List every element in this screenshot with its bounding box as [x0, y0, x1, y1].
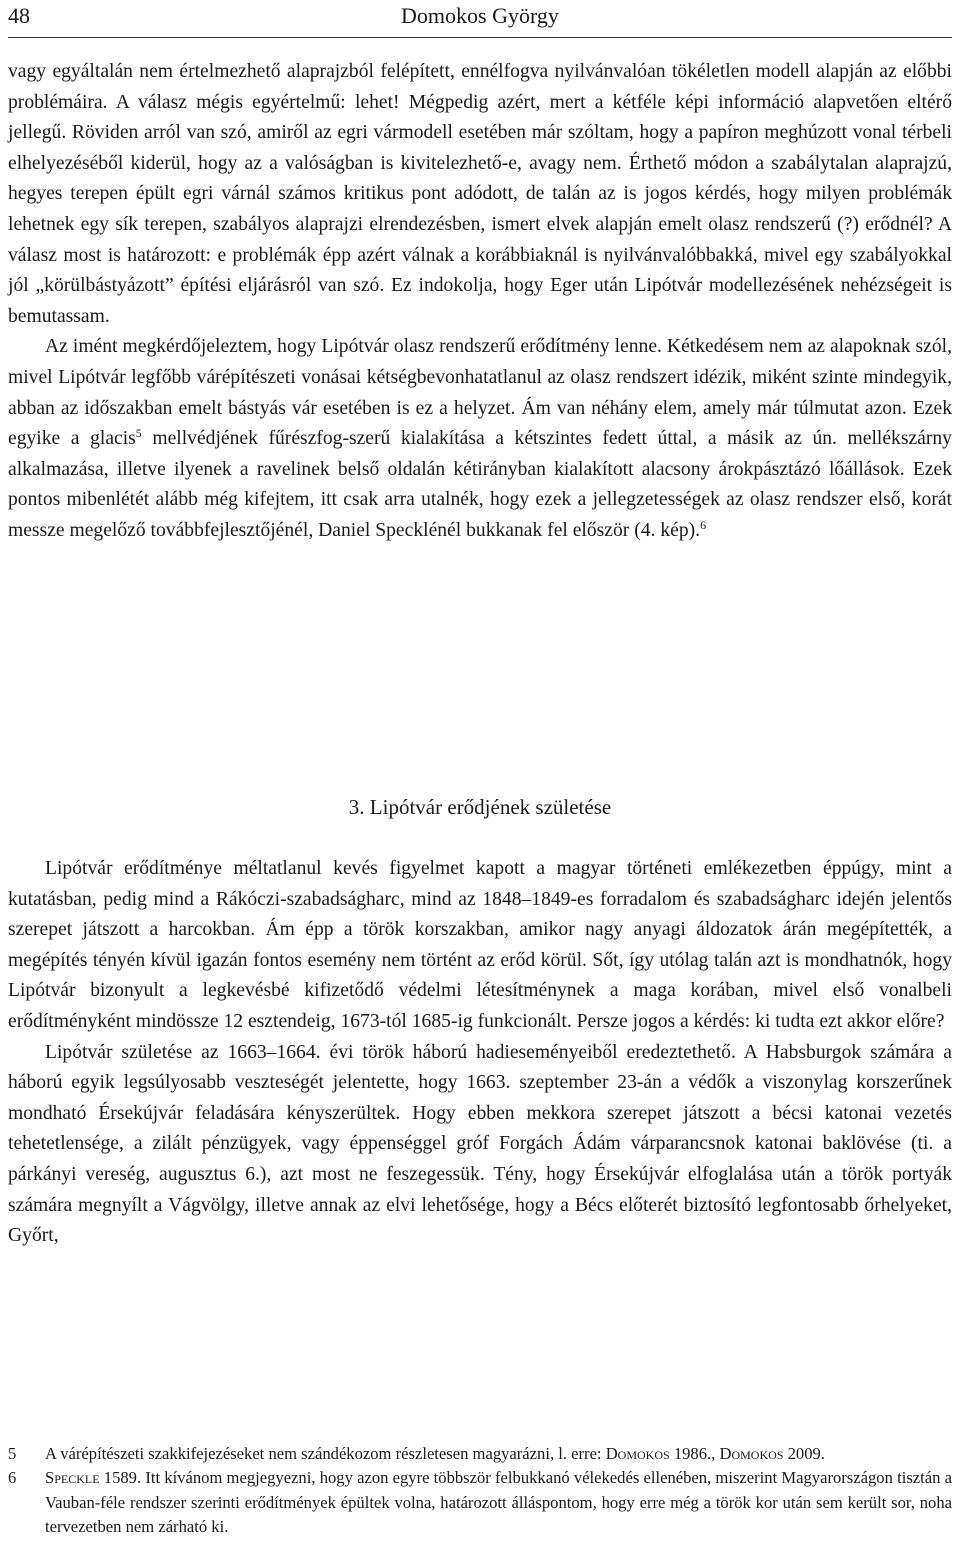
paragraph-2-text-b: mellvédjének fűrészfog-szerű kialakítása a kétszintes fedett úttal, a másik az ún. mellékszárny alkalmazása, illetve ilyenek a ravelinek belső oldalán kétirányban kialakított alacsony árokpásztázó lőállások. Ezek pontos mibenlétét alább még kifejtem, itt csak arra utalnék, hogy ezek a jellegzetességek az olasz rendszer első, korát messze megelőző továbbfejlesztőjénél, Daniel Specklénél bukkanak fel először (4. kép). [8, 428, 952, 541]
footnote-author: Domokos [719, 1444, 784, 1463]
footnote-ref-5[interactable]: 5 [135, 426, 142, 441]
footnote-text: 1986., [669, 1444, 720, 1463]
section-paragraph-2: Lipótvár születése az 1663–1664. évi török háború hadieseményeiből eredeztethető. A Habsburgok számára a háború egyik legsúlyosabb veszteségét jelentette, hogy 1663. szeptember 23-án a védők a viszonylag korszerűnek mondható Érsekújvár feladására kényszerültek. Hogy ebben mekkora szerepet játszott a bécsi katonai vezetés tehetetlensége, a zilált pénzügyek, vagy éppenséggel gróf Forgách Ádám várparancsnok katonai baklövése (ti. a párkányi vereség, augusztus 6.), azt most ne feszegessük. Tény, hogy Érsekújvár elfoglalása után a török portyák számára megnyílt a Vágvölgy, illetve annak az elvi lehetősége, hogy a Bécs előterét biztosító legfontosabb őrhelyeket, Győrt, [8, 1041, 952, 1247]
footnote-text: A várépítészeti szakkifejezéseket nem szándékozom részletesen magyarázni, l. erre: [45, 1444, 606, 1463]
header-rule [8, 37, 952, 38]
footnote-author: Domokos [605, 1444, 670, 1463]
section-text [8, 854, 952, 1252]
section-paragraph-1: Lipótvár erődítménye méltatlanul kevés figyelmet kapott a magyar történeti emlékezetben éppúgy, mint a kutatásban, pedig mind a Rákóczi-szabadságharc, mind az 1848–1849-es forradalom és szabadságharc idején jelentős szerepet játszott a harcokban. Ám épp a török korszakban, amikor nagy anyagi áldozatok árán megépítették, a megépítés tényén kívül igazán fontos esemény nem történt az erőd körül. Sőt, így utólag talán azt is mondhatnók, hogy Lipótvár bizonyult a legkevésbé kifizetődő védelmi létesítménynek a maga korában, mivel első vonalbeli erődítményként mindössze 12 esztendeig, 1673-tól 1685-ig funkcionált. Persze jogos a kérdés: ki tudta ezt akkor előre? [8, 858, 952, 1032]
page-header [8, 0, 952, 34]
page [8, 0, 952, 1537]
footnote-6 [8, 1466, 952, 1539]
paragraph-1 [8, 57, 952, 332]
footnote-author: Speckle [45, 1468, 100, 1488]
footnote-text: 2009. [783, 1444, 825, 1463]
section-heading: 3. Lipótvár erődjének születése [348, 795, 612, 819]
footnote-number: 6 [8, 1468, 17, 1488]
body-text [8, 57, 952, 547]
paragraph-1-text: vagy egyáltalán nem értelmezhető alaprajzból felépített, ennélfogva nyilvánvalóan tökéletlen modell alapján az előbbi problémáira. A válasz mégis egyértelmű: lehet! Mégpedig azért, mert a kétféle képi információ alapvetően eltérő jellegű. Röviden arról van szó, amiről az egri vármodell esetében már szóltam, hogy a papíron meghúzott vonal térbeli elhelyezéséből kiderül, hogy az a valóságban is kivitelezhető-e, avagy nem. Érthető módon a szabálytalan alaprajzú, hegyes terepen épült egri várnál számos kritikus pont adódott, de talán az is jogos kérdés, hogy milyen problémák lehetnek egy sík terepen, szabályos alaprajzi elrendezésben, ismert elvek alapján emelt olasz rendszerű (?) erődnél? A válasz most is határozott: e problémák épp azért válnak a korábbiaknál is nyilvánvalóbbakká, mivel egy szabályokkal jól „körülbástyázott” építési eljárásról van szó. Ez indokolja, hogy Eger után Lipótvár modellezésének nehézségeit is bemutassam. [8, 61, 952, 327]
footnote-5 [8, 1442, 952, 1466]
paragraph-2 [8, 332, 952, 546]
paragraph-2-text-a: Az imént megkérdőjeleztem, hogy Lipótvár olasz rendszerű erődítmény lenne. Kétkedésem nem az alapoknak szól, mivel Lipótvár legfőbb várépítészeti vonásai kétségbevonhatatlanul az olasz rendszert idézik, miként szinte mindegyik, abban az időszakban emelt bástyás vár esetében is ez a helyzet. Ám van néhány elem, amely már túlmutat azon. Ezek egyike a glacis [8, 336, 952, 450]
running-title: Domokos György [401, 3, 559, 28]
page-number: 48 [8, 3, 30, 28]
footnote-ref-6[interactable]: 6 [700, 517, 707, 532]
footnote-text: 1589. Itt kívánom megjegyezni, hogy azon egyre többször felbukkanó vélekedés ellenében, miszerint Magyarországon tisztán a Vauban-féle rendszer szerinti erődítmények épültek volna, határozott álláspontom, hogy erre még a török kor után sem került sor, noha tervezetben nem zárható ki. [45, 1468, 952, 1537]
footnote-number: 5 [8, 1444, 17, 1463]
footnotes [8, 1442, 952, 1540]
